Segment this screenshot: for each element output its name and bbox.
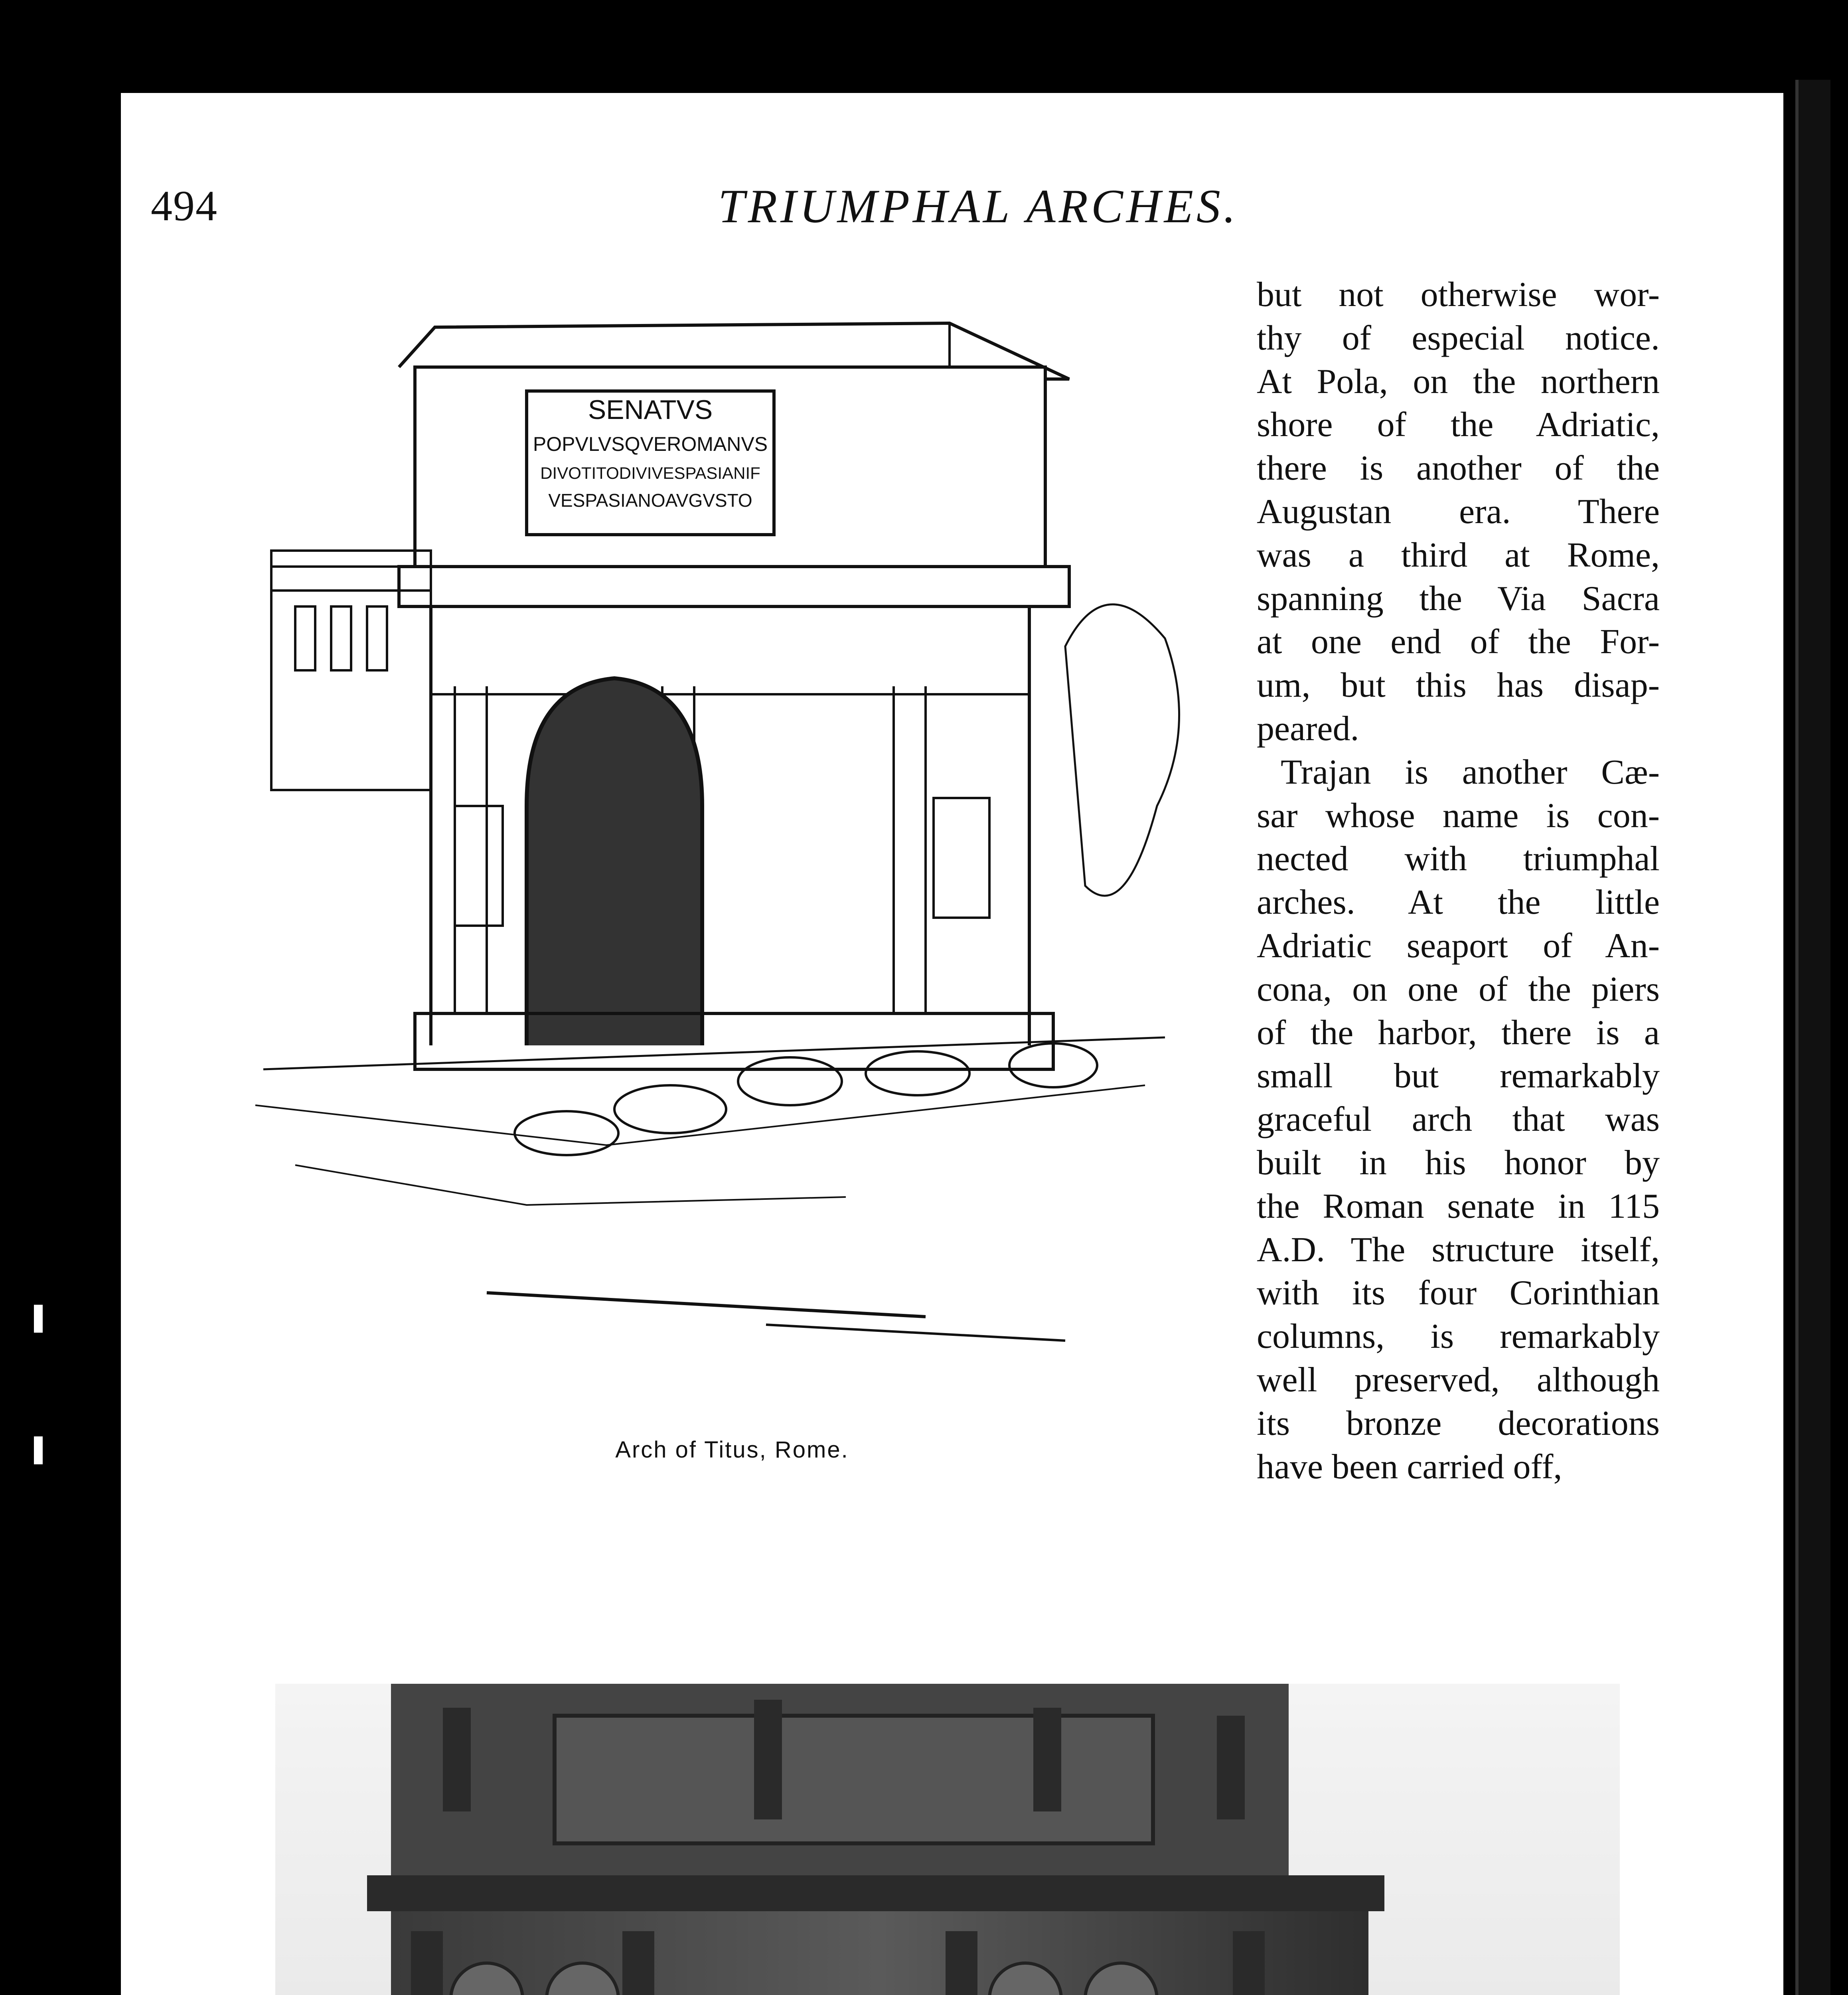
arch-of-constantine-photo <box>275 1684 1620 1995</box>
text-line: um, but this has disap- <box>1257 666 1660 705</box>
text-line: with its four Corinthian <box>1257 1274 1660 1313</box>
binding-mark <box>34 1305 43 1333</box>
inscription-line-1: SENATVS <box>588 395 713 425</box>
text-line: A.D. The structure itself, <box>1257 1230 1660 1269</box>
text-line: graceful arch that was <box>1257 1100 1660 1139</box>
text-line: but not otherwise wor- <box>1257 275 1660 314</box>
inscription-line-3: DIVOTITODIVIVESPASIANIF <box>540 464 760 482</box>
page-number: 494 <box>151 182 218 230</box>
text-line: peared. <box>1257 709 1359 748</box>
text-line: columns, is remarkably <box>1257 1317 1660 1356</box>
text-line: there is another of the <box>1257 449 1660 488</box>
text-line: built in his honor by <box>1257 1143 1660 1182</box>
text-line: at one end of the For- <box>1257 622 1660 662</box>
text-line: was a third at Rome, <box>1257 535 1660 575</box>
text-line: of the harbor, there is a <box>1257 1013 1660 1052</box>
text-line: Adriatic seaport of An- <box>1257 926 1660 965</box>
text-line: well preserved, although <box>1257 1360 1660 1399</box>
inscription-line-2: POPVLVSQVEROMANVS <box>533 433 768 455</box>
body-text-column <box>1257 273 1660 1489</box>
text-line: cona, on one of the piers <box>1257 970 1660 1009</box>
text-line: its bronze decorations <box>1257 1404 1660 1443</box>
text-line: At Pola, on the northern <box>1257 362 1660 401</box>
arch-of-titus-drawing <box>247 287 1197 1365</box>
text-line: spanning the Via Sacra <box>1257 579 1660 618</box>
facing-page-edge <box>1795 80 1830 1995</box>
running-title: TRIUMPHAL ARCHES. <box>718 180 1239 233</box>
text-line: thy of especial notice. <box>1257 318 1660 358</box>
text-line: shore of the Adriatic, <box>1257 405 1660 444</box>
text-line: arches. At the little <box>1257 883 1660 922</box>
text-line: the Roman senate in 115 <box>1257 1187 1660 1226</box>
inscription-line-4: VESPASIANOAVGVSTO <box>548 490 752 511</box>
text-line: Augustan era. There <box>1257 492 1660 531</box>
figure-caption-titus: Arch of Titus, Rome. <box>615 1437 849 1463</box>
binding-mark <box>34 1436 43 1464</box>
text-line: have been carried off, <box>1257 1447 1562 1486</box>
text-line: nected with triumphal <box>1257 839 1660 879</box>
text-line: small but remarkably <box>1257 1057 1660 1096</box>
text-line: sar whose name is con- <box>1257 796 1660 835</box>
text-line: Trajan is another Cæ- <box>1281 753 1660 792</box>
